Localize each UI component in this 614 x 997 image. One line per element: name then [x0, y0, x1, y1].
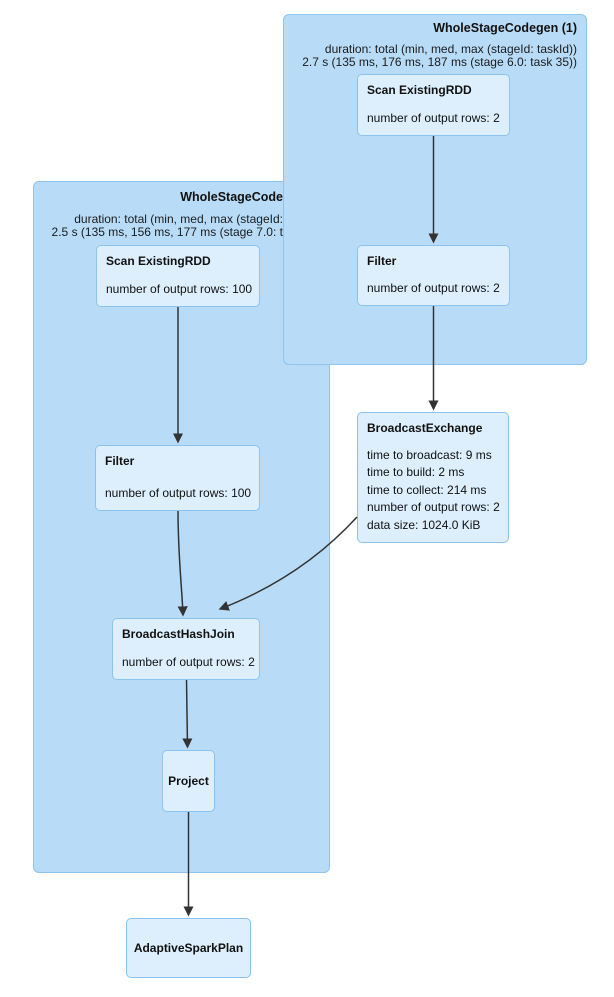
cluster-duration — [52, 213, 283, 239]
node-metric: time to build: 2 ms — [367, 465, 465, 479]
node-filter-2[interactable] — [95, 445, 260, 511]
node-filter-1[interactable] — [357, 245, 510, 306]
node-title: Scan ExistingRDD — [367, 83, 472, 97]
node-metric: number of output rows: 2 — [367, 110, 500, 125]
node-metric: time to collect: 214 ms — [367, 482, 487, 497]
duration-line: 2.7 s (135 ms, 176 ms, 187 ms (stage 6.0: task 35)) — [302, 55, 577, 69]
node-metric: number of output rows: 2 — [367, 500, 500, 514]
node-broadcastexchange[interactable] — [357, 412, 509, 543]
node-metric: number of output rows: 100 — [105, 485, 252, 500]
node-title: Filter — [105, 454, 135, 468]
cluster-title: WholeStageCodegen (1) — [433, 21, 577, 35]
node-metric: number of output rows: 100 — [106, 281, 253, 296]
node-project[interactable] — [162, 750, 215, 812]
cluster-duration — [302, 43, 577, 69]
node-title: Scan ExistingRDD — [106, 254, 211, 268]
node-title: Filter — [367, 254, 397, 268]
node-metric: time to broadcast: 9 ms — [367, 447, 492, 462]
node-title: BroadcastHashJoin — [122, 627, 235, 641]
node-title: BroadcastExchange — [367, 421, 483, 435]
cluster-wholestagecodegen-1 — [283, 14, 587, 365]
duration-line: duration: total (min, med, max (stageId: — [74, 212, 283, 226]
node-title: Project — [168, 774, 209, 788]
duration-line: duration: total (min, med, max (stageId: taskId)) — [324, 42, 577, 56]
node-metric: number of output rows: 2 — [122, 654, 255, 669]
duration-line: 2.5 s (135 ms, 156 ms, 177 ms (stage 7.0: t — [51, 225, 283, 239]
node-metric: number of output rows: 2 — [367, 280, 500, 295]
node-adaptivesparkplan[interactable] — [126, 918, 251, 978]
node-metrics — [367, 447, 499, 535]
node-title: AdaptiveSparkPlan — [133, 941, 244, 955]
node-broadcasthashjoin[interactable] — [112, 618, 260, 680]
node-scan-existingrdd-2[interactable] — [96, 245, 260, 307]
cluster-title: WholeStageCode — [180, 190, 283, 204]
node-metric: data size: 1024.0 KiB — [367, 517, 481, 532]
node-scan-existingrdd-1[interactable] — [357, 74, 510, 136]
